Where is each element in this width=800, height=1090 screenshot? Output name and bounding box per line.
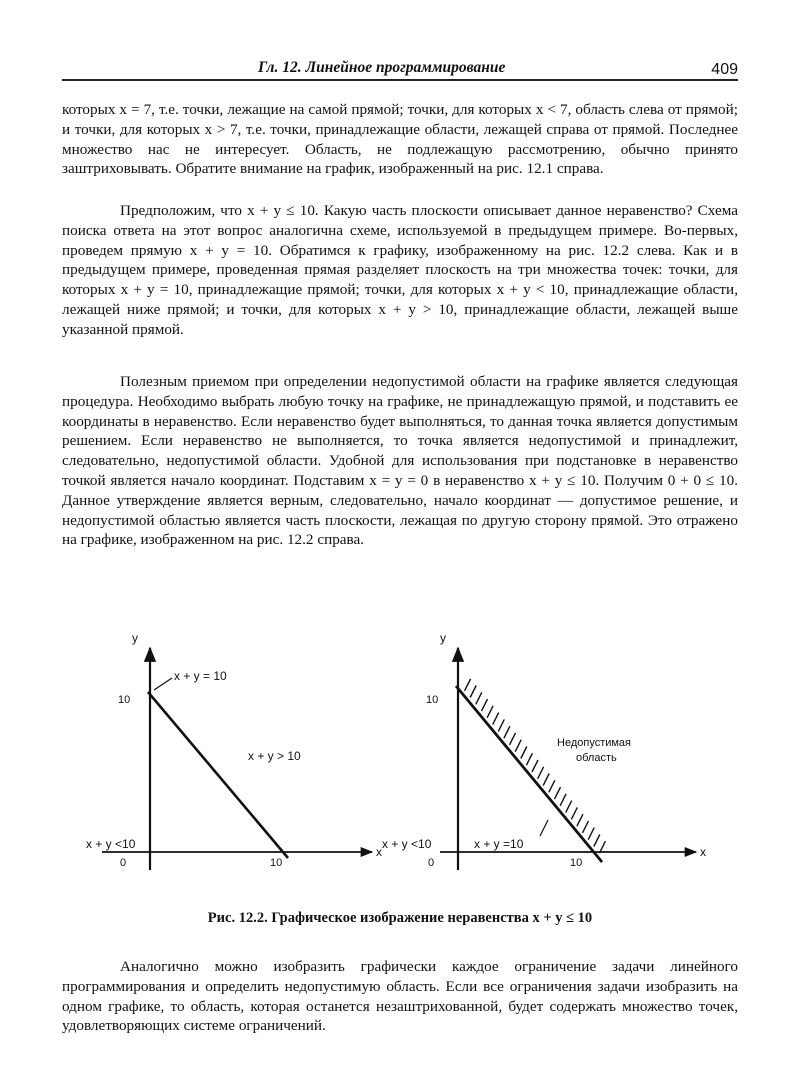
hatch-line <box>498 719 504 731</box>
left-line-label: x + y = 10 <box>174 669 227 683</box>
right-line-pointer <box>540 820 548 836</box>
figure-caption: Рис. 12.2. Графическое изображение неравенства x + y ≤ 10 <box>207 910 593 926</box>
left-origin-label: 0 <box>120 857 127 869</box>
paragraph-1 <box>62 100 738 179</box>
hatch-line <box>566 801 572 813</box>
paragraph-text: которых x = 7, т.е. точки, лежащие на самой прямой; точки, для которых x < 7, область слева от прямой; и точки, для которых x > 7, т.е. точки, принадлежащие области, лежащей справа от прямой. Последнее множество нас не интересует. Область, не подлежащую рассмотрению, обычно принято заштриховывать. Обратите внимание на график, изображенный на рис. 12.1 справа. <box>62 101 738 178</box>
right-graph <box>382 631 706 870</box>
left-above-label: x + y > 10 <box>248 749 301 763</box>
left-graph <box>86 631 382 870</box>
region-label-line2: область <box>576 752 617 764</box>
right-below-label: x + y <10 <box>382 837 432 851</box>
right-origin-label: 0 <box>428 857 435 869</box>
hatch-line <box>577 814 583 826</box>
hatch-line <box>493 713 499 725</box>
hatch-line <box>470 686 476 698</box>
hatch-line <box>549 780 555 792</box>
figure-12-2 <box>80 630 720 870</box>
chapter-title: Гл. 12. Линейное программирование <box>258 59 506 76</box>
paragraph-text: Полезным приемом при определении недопустимой области на графике является следующая процедура. Необходимо выбрать любую точку на графике, не принадлежащую прямой, и подставить ее координаты в неравенство. Если неравенство будет выполняться, то данная точка является допустимым решением. Если неравенство не выполняется, то точка является недопустимой и принадлежит, следовательно, недопустимой области. Удобной для использования при подстановке в неравенство точкой является начало координат. Подставим x = y = 0 в неравенство x + y ≤ 10. Получим 0 + 0 ≤ 10. Данное утверждение является верным, следовательно, начало координат — допустимое решение, и недопустимой областью является часть плоскости, лежащая по другую сторону прямой. Это отражено на графике, изображенном на рис. 12.2 справа. <box>62 373 738 549</box>
hatch-line <box>521 747 527 759</box>
hatch-line <box>465 679 471 691</box>
hatch-line <box>543 774 549 786</box>
right-constraint-line <box>456 686 602 862</box>
hatch-line <box>526 753 532 765</box>
left-constraint-line <box>148 692 288 858</box>
infeasible-region-hatching <box>465 679 606 853</box>
right-x-axis-label: x <box>700 845 706 859</box>
hatch-line <box>482 699 488 711</box>
hatch-line <box>532 760 538 772</box>
region-label-line1: Недопустимая <box>557 737 632 749</box>
right-line-label: x + y =10 <box>474 837 524 851</box>
hatch-line <box>510 733 516 745</box>
left-x-tick-label: 10 <box>270 857 283 869</box>
left-y-tick-label: 10 <box>118 694 131 706</box>
page-number: 409 <box>711 61 738 78</box>
left-below-label: x + y <10 <box>86 837 136 851</box>
paragraph-2 <box>62 201 738 340</box>
left-line-pointer <box>154 678 172 690</box>
right-y-axis-label: y <box>440 631 446 645</box>
paragraph-4 <box>62 957 738 1036</box>
hatch-line <box>583 821 589 833</box>
left-y-axis-label: y <box>132 631 138 645</box>
hatch-line <box>476 692 482 704</box>
hatch-line <box>588 828 594 840</box>
hatch-line <box>487 706 493 718</box>
right-x-tick-label: 10 <box>570 857 583 869</box>
hatch-line <box>571 807 577 819</box>
paragraph-3 <box>62 372 738 550</box>
hatch-line <box>594 835 600 847</box>
hatch-line <box>504 726 510 738</box>
hatch-line <box>538 767 544 779</box>
paragraph-text: Аналогично можно изобразить графически каждое ограничение задачи линейного программирования и определить недопустимую область. Если все ограничения задачи изобразить на одном графике, то область, которая останется незаштрихованной, будет содержать множество точек, удовлетворяющих системе ограничений. <box>62 958 738 1035</box>
right-y-tick-label: 10 <box>426 694 439 706</box>
header-rule <box>62 79 738 81</box>
page-header <box>62 55 738 83</box>
figure-svg <box>80 630 720 870</box>
hatch-line <box>560 794 566 806</box>
left-x-axis-label: x <box>376 845 382 859</box>
hatch-line <box>555 787 561 799</box>
hatch-line <box>515 740 521 752</box>
paragraph-text: Предположим, что x + y ≤ 10. Какую часть плоскости описывает данное неравенство? Схема поиска ответа на этот вопрос аналогична схеме, используемой в предыдущем примере. Во-первых, проведем прямую x + y = 10. Обратимся к графику, изображенному на рис. 12.2 слева. Как и в предыдущем примере, проведенная прямая разделяет плоскость на три множества точек: точки, для которых x + y = 10, принадлежащие прямой; точки, для которых x + y < 10, принадлежащие области, лежащей ниже прямой; и точки, для которых x + y > 10, принадлежащие области, лежащей выше указанной прямой. <box>62 202 738 338</box>
